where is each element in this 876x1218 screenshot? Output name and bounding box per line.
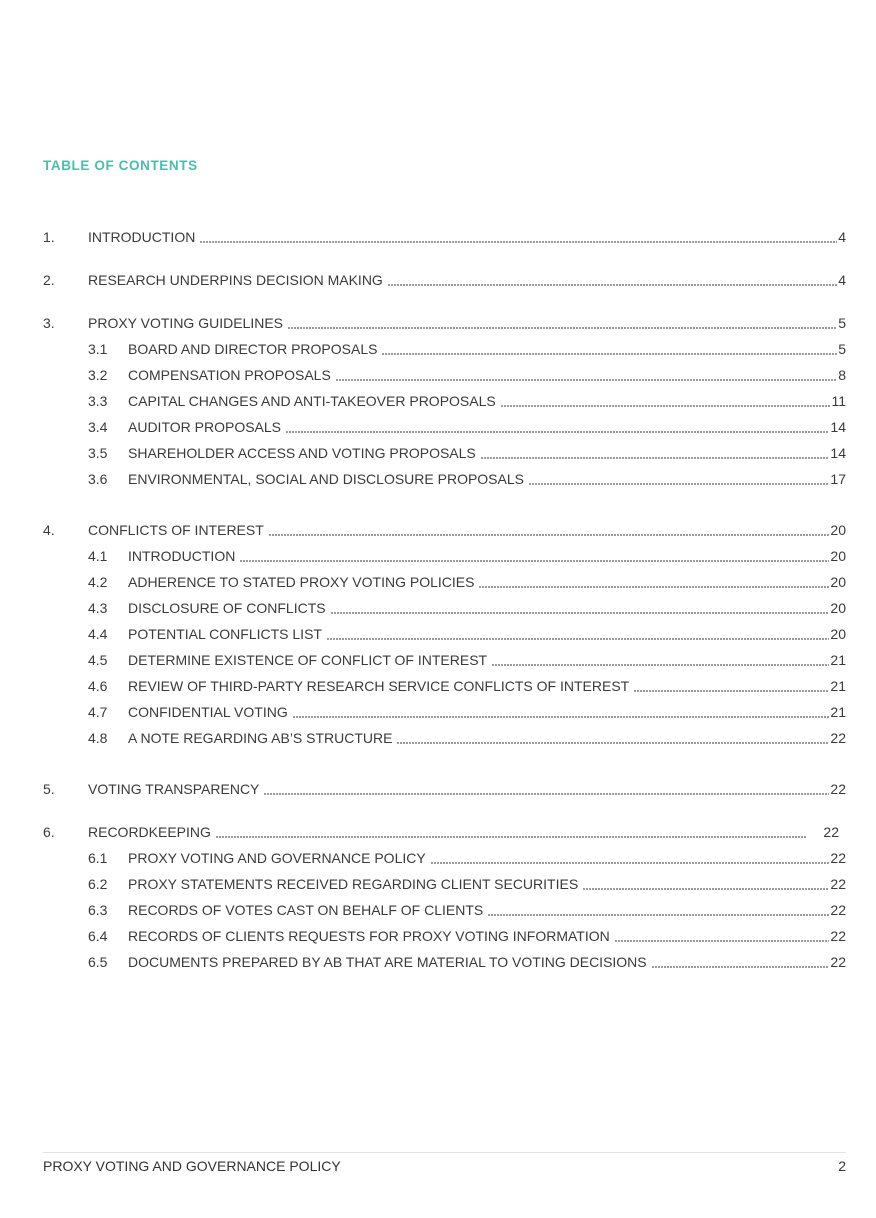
toc-entry-page: 4 [838,229,846,245]
toc-entry-page: 20 [830,548,846,564]
toc-entry-title: INTRODUCTION [88,229,196,245]
toc-entry-title: CAPITAL CHANGES AND ANTI-TAKEOVER PROPOSALS [128,393,496,409]
toc-entry-number: 3.6 [88,471,108,487]
toc-entry-title: SHAREHOLDER ACCESS AND VOTING PROPOSALS [128,445,476,461]
toc-entry-page: 22 [830,876,846,892]
toc-entry-number: 6.5 [88,954,108,970]
toc-entry-6-4[interactable] [43,923,846,949]
toc-entry-3-1[interactable] [43,336,846,362]
toc-entry-title: ENVIRONMENTAL, SOCIAL AND DISCLOSURE PROPOSALS [128,471,524,487]
toc-entry-page: 5 [838,341,846,357]
toc-entry-page: 21 [830,652,846,668]
toc-entry-page: 20 [830,626,846,642]
toc-entry-number: 4.1 [88,548,108,564]
toc-entry-number: 5. [43,781,55,797]
toc-entry-number: 4.6 [88,678,108,694]
toc-leader-dots [612,923,831,949]
toc-leader-dots [283,414,830,440]
toc-entry-page: 5 [838,315,846,331]
toc-leader-dots [649,949,831,975]
toc-entry-3-3[interactable] [43,388,846,414]
toc-entry-page: 21 [830,678,846,694]
toc-entry-title: DETERMINE EXISTENCE OF CONFLICT OF INTEREST [128,652,488,668]
toc-entry-number: 4.5 [88,652,108,668]
toc-entry-page: 14 [830,445,846,461]
toc-leader-dots [266,517,831,543]
toc-leader-dots [485,897,830,923]
toc-leader-dots [489,647,830,673]
toc-entry-number: 4.7 [88,704,108,720]
toc-entry-4-4[interactable] [43,621,846,647]
toc-entry-title: INTRODUCTION [128,548,236,564]
toc-entry-page: 22 [830,730,846,746]
toc-entry-page: 14 [830,419,846,435]
toc-leader-dots [324,621,830,647]
toc-entry-number: 3. [43,315,55,331]
table-of-contents [43,224,846,975]
toc-entry-page: 22 [823,824,839,840]
toc-entry-number: 6.4 [88,928,108,944]
toc-leader-dots [394,725,830,751]
toc-leader-dots [261,776,830,802]
toc-leader-dots [498,388,832,414]
toc-entry-title: COMPENSATION PROPOSALS [128,367,331,383]
toc-entry-title: REVIEW OF THIRD-PARTY RESEARCH SERVICE CONFLICTS OF INTEREST [128,678,630,694]
toc-entry-number: 2. [43,272,55,288]
toc-entry-3-2[interactable] [43,362,846,388]
toc-entry-page: 17 [830,471,846,487]
toc-entry-6-1[interactable] [43,845,846,871]
toc-entry-4-3[interactable] [43,595,846,621]
toc-entry-4-6[interactable] [43,673,846,699]
toc-entry-title: DOCUMENTS PREPARED BY AB THAT ARE MATERIAL TO VOTING DECISIONS [128,954,647,970]
toc-entry-title: RECORDS OF CLIENTS REQUESTS FOR PROXY VOTING INFORMATION [128,928,610,944]
toc-entry-number: 4.4 [88,626,108,642]
toc-entry-4-7[interactable] [43,699,846,725]
toc-heading: TABLE OF CONTENTS [43,158,198,173]
toc-leader-dots [385,267,838,293]
toc-entry-4[interactable] [43,517,846,543]
toc-leader-dots [631,673,830,699]
toc-entry-number: 4.2 [88,574,108,590]
toc-entry-6[interactable] [43,819,846,845]
toc-entry-number: 4. [43,522,55,538]
toc-entry-number: 3.5 [88,445,108,461]
toc-leader-dots [328,595,831,621]
toc-leader-dots [526,466,830,492]
toc-entry-page: 20 [830,574,846,590]
toc-entry-number: 4.3 [88,600,108,616]
toc-leader-dots [237,543,830,569]
toc-leader-dots [478,440,831,466]
toc-entry-title: PROXY VOTING AND GOVERNANCE POLICY [128,850,426,866]
toc-leader-dots [580,871,830,897]
toc-entry-number: 6.2 [88,876,108,892]
toc-entry-title: AUDITOR PROPOSALS [128,419,282,435]
toc-entry-page: 21 [830,704,846,720]
toc-entry-title: BOARD AND DIRECTOR PROPOSALS [128,341,378,357]
toc-entry-title: DISCLOSURE OF CONFLICTS [128,600,326,616]
toc-entry-number: 6.1 [88,850,108,866]
toc-entry-number: 4.8 [88,730,108,746]
toc-entry-page: 22 [830,928,846,944]
toc-entry-6-3[interactable] [43,897,846,923]
toc-leader-dots [290,699,831,725]
toc-entry-number: 3.1 [88,341,108,357]
toc-entry-page: 22 [830,902,846,918]
toc-entry-title: RECORDKEEPING [88,824,211,840]
toc-leader-dots [333,362,838,388]
toc-entry-4-5[interactable] [43,647,846,673]
toc-entry-number: 3.2 [88,367,108,383]
footer-divider [43,1152,846,1153]
footer-page-number: 2 [838,1158,846,1174]
toc-entry-5[interactable] [43,776,846,802]
toc-entry-number: 3.3 [88,393,108,409]
toc-entry-2[interactable] [43,267,846,293]
toc-entry-page: 8 [838,367,846,383]
toc-entry-title: RESEARCH UNDERPINS DECISION MAKING [88,272,383,288]
toc-entry-page: 4 [838,272,846,288]
toc-entry-3[interactable] [43,310,846,336]
toc-entry-number: 1. [43,229,55,245]
toc-entry-title: ADHERENCE TO STATED PROXY VOTING POLICIES [128,574,475,590]
toc-entry-title: CONFLICTS OF INTEREST [88,522,264,538]
page-footer [43,1156,846,1176]
toc-entry-3-4[interactable] [43,414,846,440]
toc-entry-page: 11 [831,393,846,409]
toc-entry-title: PROXY VOTING GUIDELINES [88,315,284,331]
toc-entry-6-2[interactable] [43,871,846,897]
toc-entry-number: 6.3 [88,902,108,918]
footer-document-title: PROXY VOTING AND GOVERNANCE POLICY [43,1158,341,1174]
toc-entry-title: A NOTE REGARDING AB’S STRUCTURE [128,730,393,746]
toc-entry-title: CONFIDENTIAL VOTING [128,704,288,720]
toc-entry-3-6[interactable] [43,466,846,492]
toc-entry-page: 20 [830,522,846,538]
toc-leader-dots [379,336,838,362]
toc-entry-title: POTENTIAL CONFLICTS LIST [128,626,322,642]
toc-entry-page: 22 [830,781,846,797]
toc-entry-page: 22 [830,954,846,970]
toc-leader-dots [428,845,831,871]
toc-entry-4-8[interactable] [43,725,846,751]
toc-entry-number: 3.4 [88,419,108,435]
toc-entry-page: 20 [830,600,846,616]
toc-leader-dots [197,224,838,250]
toc-entry-title: VOTING TRANSPARENCY [88,781,260,797]
toc-entry-3-5[interactable] [43,440,846,466]
toc-entry-title: RECORDS OF VOTES CAST ON BEHALF OF CLIENTS [128,902,484,918]
toc-entry-6-5[interactable] [43,949,846,975]
toc-leader-dots [285,310,838,336]
toc-entry-4-2[interactable] [43,569,846,595]
toc-leader-dots [476,569,830,595]
toc-entry-4-1[interactable] [43,543,846,569]
toc-leader-dots [213,819,824,845]
toc-entry-1[interactable] [43,224,846,250]
toc-entry-title: PROXY STATEMENTS RECEIVED REGARDING CLIENT SECURITIES [128,876,579,892]
toc-entry-page: 22 [830,850,846,866]
toc-entry-number: 6. [43,824,55,840]
